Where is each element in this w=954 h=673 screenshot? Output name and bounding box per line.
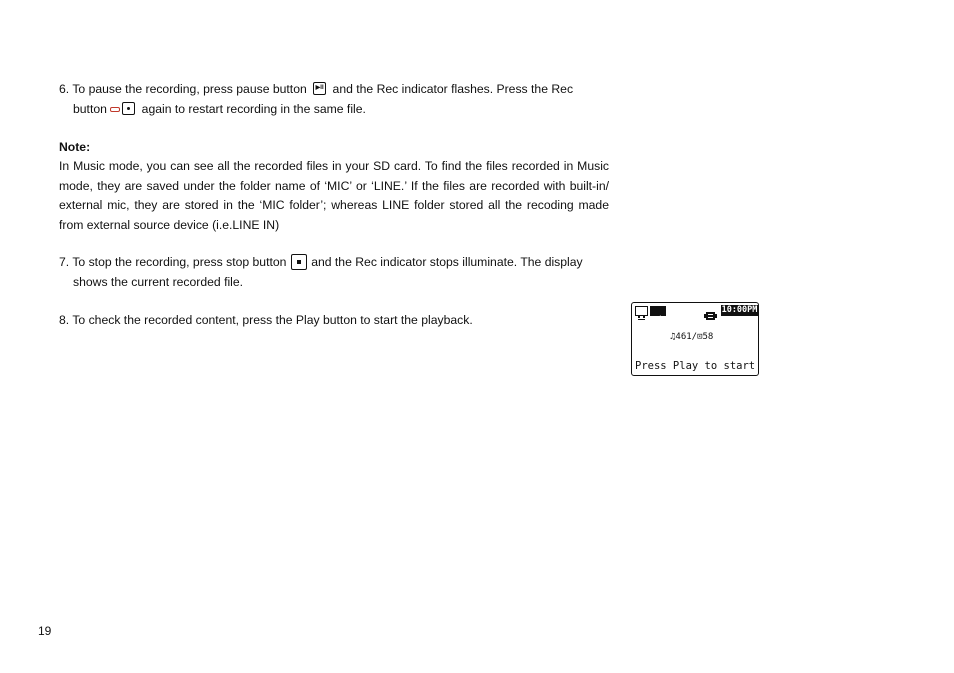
battery-icon (704, 306, 718, 316)
pause-glyph: ▶II (315, 85, 324, 91)
file-counts: ♫461/⊡58 (670, 332, 714, 342)
step-6-text-a: 6. To pause the recording, press pause button (59, 82, 307, 96)
lcd-message: Press Play to start (635, 360, 756, 372)
step-6-line-2 (73, 100, 613, 120)
rec-label-icon (110, 107, 120, 112)
stop-button-icon (291, 254, 307, 270)
rec-dot-icon (127, 107, 130, 110)
stop-square-icon (297, 260, 301, 264)
sd-card-icon (650, 306, 666, 316)
note-body: In Music mode, you can see all the recorded files in your SD card. To find the files recorded in Music mode, they are saved under the folder name of ‘MIC’ or ‘LINE.’ If the files are recorded with built-in/ external mic, they are stored in the ‘MIC folder’; whereas LINE folder stored all the recoding made from external source device (i.e.LINE IN) (59, 159, 609, 232)
step-6-text-b: and the Rec indicator flashes. Press the Rec (332, 82, 574, 96)
step-7-text-c: shows the current recorded file. (73, 275, 244, 289)
step-8-text: 8. To check the recorded content, press the Play button to start the playback. (59, 313, 473, 327)
page-number: 19 (38, 624, 52, 638)
rec-button-icon (122, 102, 135, 115)
note-heading: Note: (59, 140, 91, 154)
step-6-text-d: again to restart recording in the same file. (141, 102, 366, 116)
mode-icon (635, 306, 648, 316)
pause-button-icon (313, 82, 326, 95)
step-7-text-a: 7. To stop the recording, press stop button (59, 255, 287, 269)
step-7-line-1 (59, 253, 611, 273)
step-6-line-1 (59, 80, 611, 100)
lcd-display (631, 302, 759, 376)
clock-display: 10:00PM (721, 305, 758, 315)
step-6-text-c: button (73, 102, 107, 116)
step-7-text-b: and the Rec indicator stops illuminate. The display (311, 255, 583, 269)
